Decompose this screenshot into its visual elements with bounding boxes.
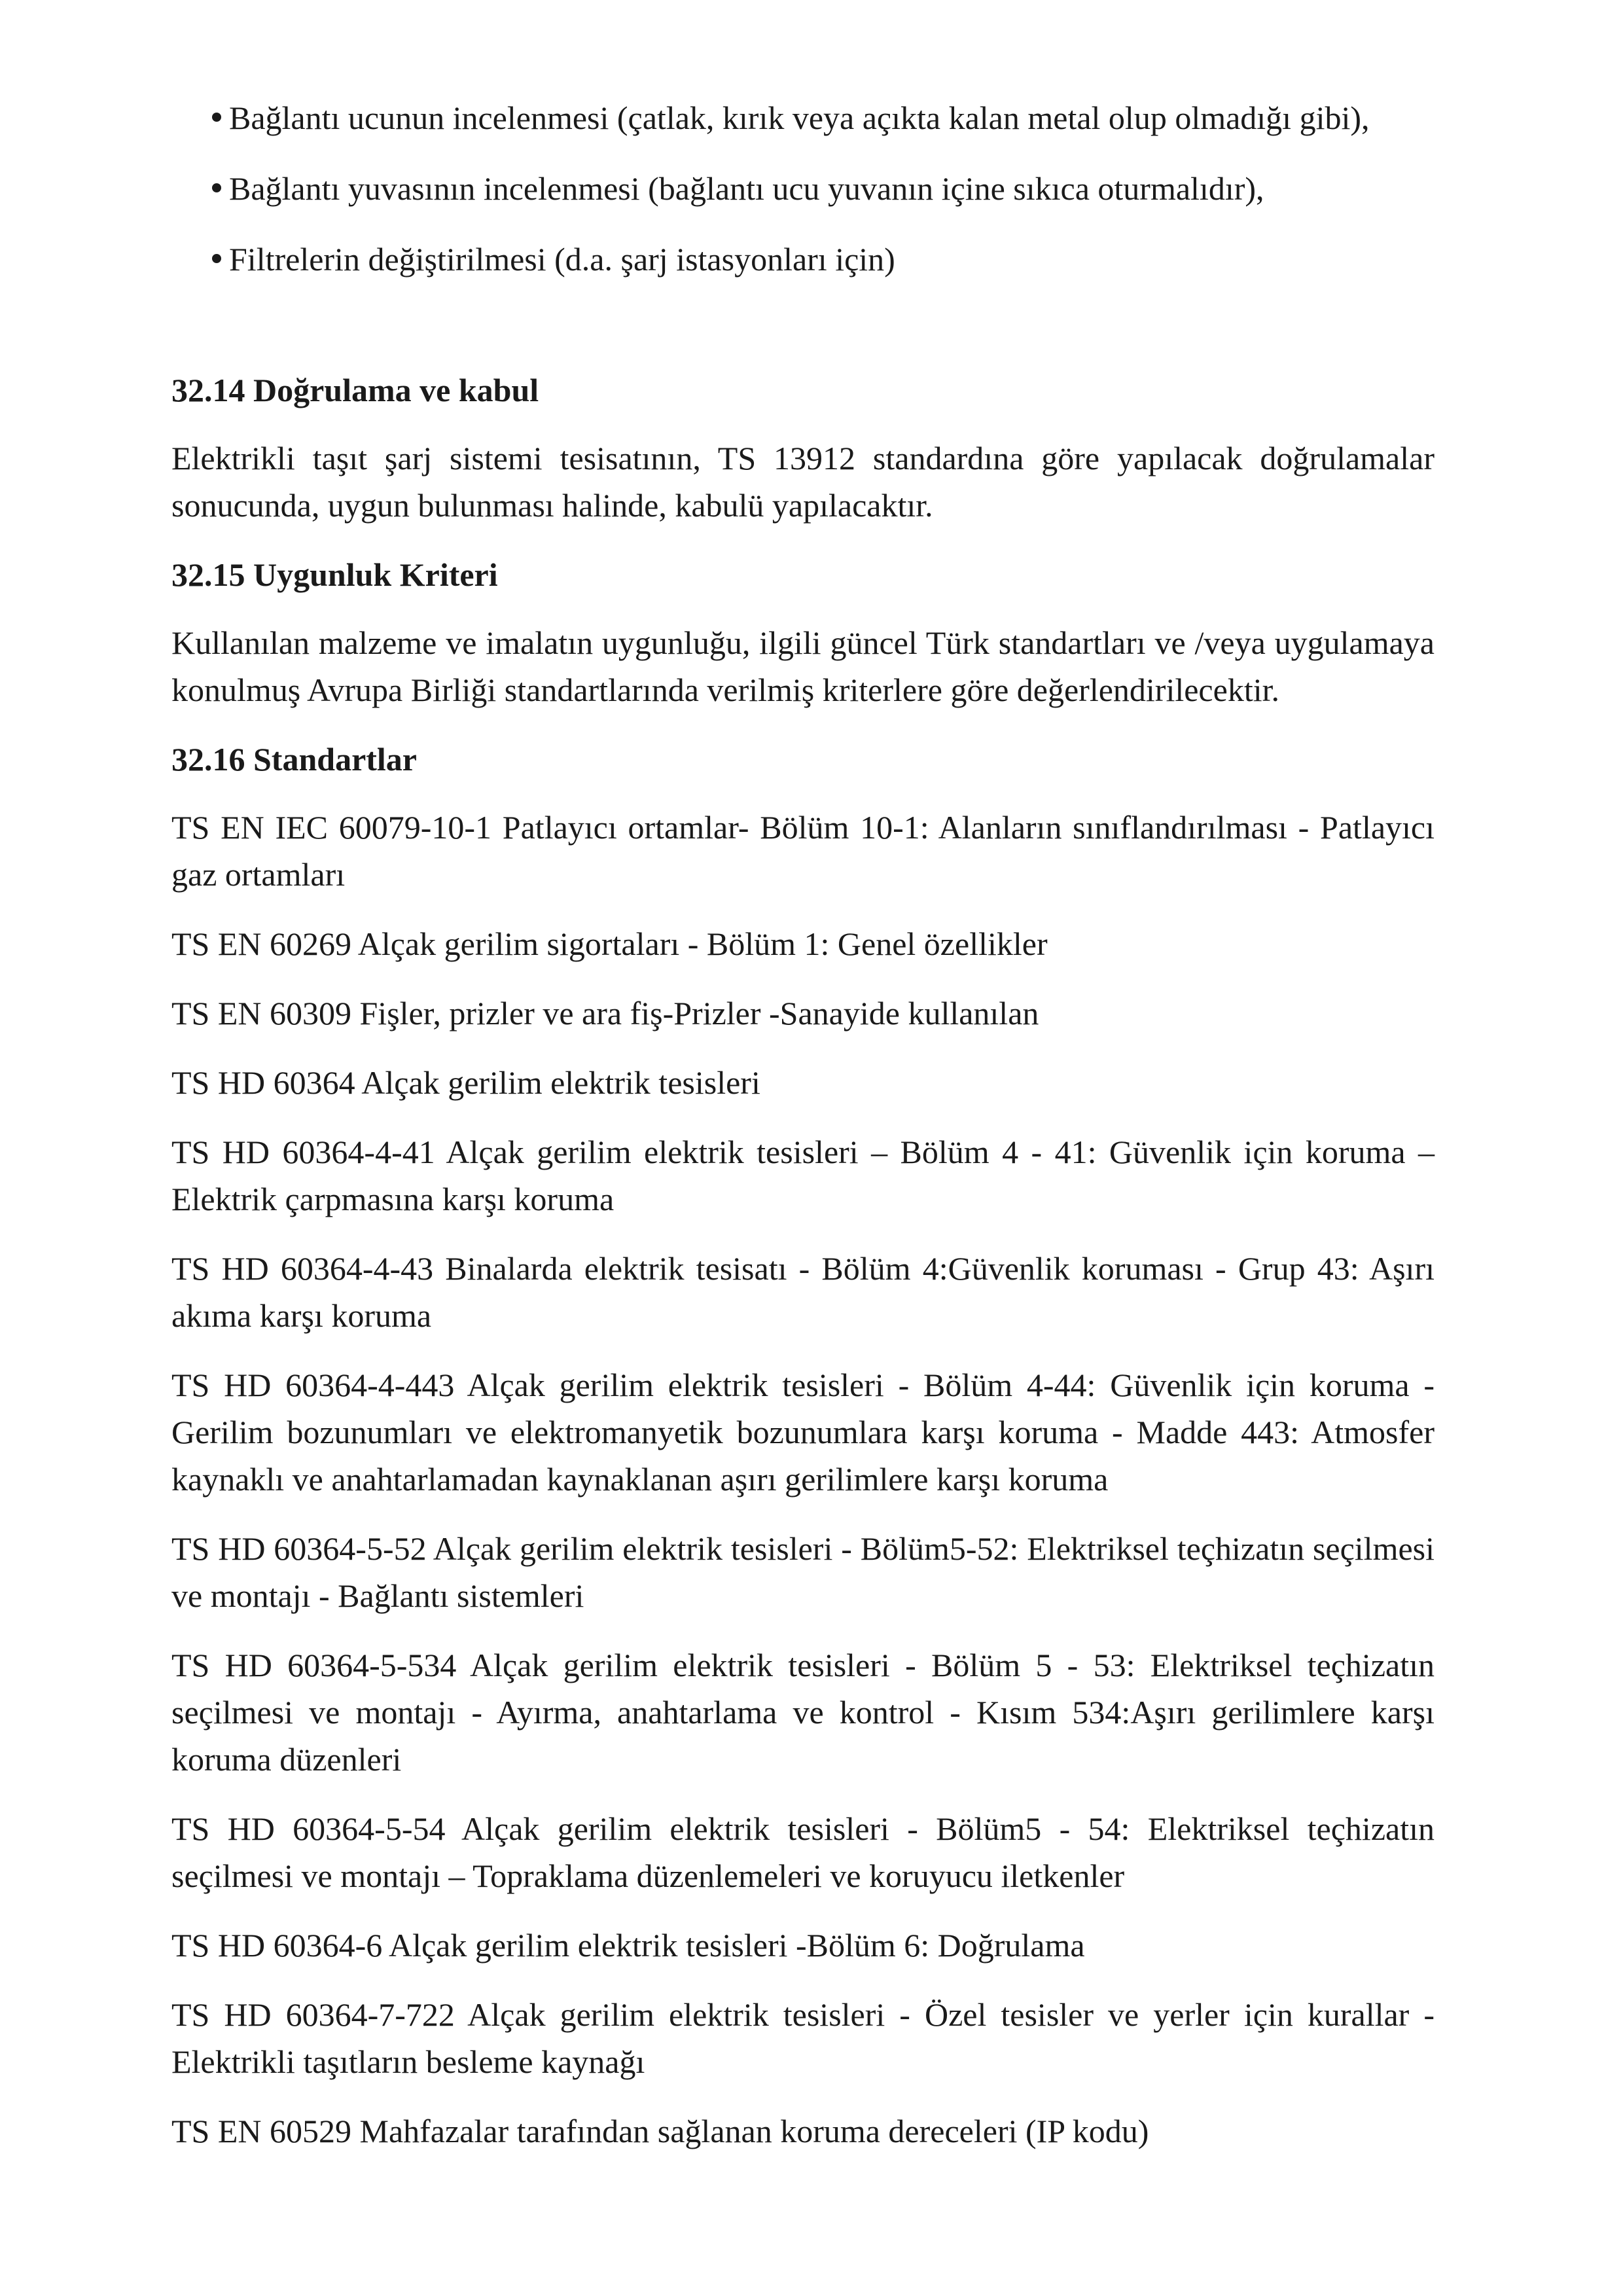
bullet-item bbox=[171, 240, 1435, 279]
standard-item: TS HD 60364-5-52 Alçak gerilim elektrik tesisleri - Bölüm5-52: Elektriksel teçhizatın seçilmesi ve montajı - Bağlantı sistemleri bbox=[171, 1530, 1435, 1614]
section-paragraph: Elektrikli taşıt şarj sistemi tesisatının, TS 13912 standardına göre yapılacak doğrulamalar sonucunda, uygun bulunması halinde, kabulü yapılacaktır. bbox=[171, 440, 1435, 524]
bullet-text: Filtrelerin değiştirilmesi (d.a. şarj istasyonları için) bbox=[229, 241, 895, 278]
standard-item: TS HD 60364-5-534 Alçak gerilim elektrik tesisleri - Bölüm 5 - 53: Elektriksel teçhizatın seçilmesi ve montajı - Ayırma, anahtarlama ve kontrol - Kısım 534:Aşırı gerilimlere karşı koruma düzenleri bbox=[171, 1647, 1435, 1778]
standard-item: TS HD 60364-4-41 Alçak gerilim elektrik tesisleri – Bölüm 4 - 41: Güvenlik için koruma – Elektrik çarpmasına karşı koruma bbox=[171, 1134, 1435, 1217]
section-heading: 32.16 Standartlar bbox=[171, 741, 417, 778]
standard-item: TS EN IEC 60079-10-1 Patlayıcı ortamlar- Bölüm 10-1: Alanların sınıflandırılması - Patlayıcı gaz ortamları bbox=[171, 809, 1435, 893]
standard-item: TS HD 60364-4-443 Alçak gerilim elektrik tesisleri - Bölüm 4-44: Güvenlik için koruma - Gerilim bozunumları ve elektromanyetik bozunumlara karşı koruma - Madde 443: Atmosfer kaynaklı ve anahtarlamadan kaynaklanan aşırı gerilimlere karşı koruma bbox=[171, 1367, 1435, 1498]
section-heading: 32.15 Uygunluk Kriteri bbox=[171, 556, 498, 593]
standard-item: TS HD 60364-6 Alçak gerilim elektrik tesisleri -Bölüm 6: Doğrulama bbox=[171, 1927, 1085, 1964]
bullet-dot-icon bbox=[212, 254, 221, 263]
spacer bbox=[171, 310, 1435, 370]
document-page bbox=[171, 98, 1435, 2177]
bullet-text: Bağlantı ucunun incelenmesi (çatlak, kırık veya açıkta kalan metal olup olmadığı gibi), bbox=[229, 99, 1370, 136]
standard-item: TS EN 60269 Alçak gerilim sigortaları - Bölüm 1: Genel özellikler bbox=[171, 925, 1048, 962]
bullet-dot-icon bbox=[212, 113, 221, 122]
standard-item: TS EN 60529 Mahfazalar tarafından sağlanan koruma dereceleri (IP kodu) bbox=[171, 2113, 1149, 2149]
standard-item: TS EN 60309 Fişler, prizler ve ara fiş-Prizler -Sanayide kullanılan bbox=[171, 995, 1039, 1031]
standard-item: TS HD 60364-5-54 Alçak gerilim elektrik tesisleri - Bölüm5 - 54: Elektriksel teçhizatın seçilmesi ve montajı – Topraklama düzenlemeleri ve koruyucu iletkenler bbox=[171, 1810, 1435, 1894]
bullet-dot-icon bbox=[212, 183, 221, 192]
standard-item: TS HD 60364-7-722 Alçak gerilim elektrik tesisleri - Özel tesisler ve yerler için kurallar - Elektrikli taşıtların besleme kaynağı bbox=[171, 1996, 1435, 2080]
standard-item: TS HD 60364 Alçak gerilim elektrik tesisleri bbox=[171, 1064, 760, 1101]
section-standartlar bbox=[171, 740, 1435, 2155]
bullet-text: Bağlantı yuvasının incelenmesi (bağlantı ucu yuvanın içine sıkıca oturmalıdır), bbox=[229, 170, 1264, 207]
section-paragraph: Kullanılan malzeme ve imalatın uygunluğu, ilgili güncel Türk standartları ve /veya uygulamaya konulmuş Avrupa Birliği standartlarında verilmiş kriterlere göre değerlendirilecektir. bbox=[171, 624, 1435, 708]
bullet-list bbox=[171, 98, 1435, 279]
bullet-item bbox=[171, 98, 1435, 137]
standard-item: TS HD 60364-4-43 Binalarda elektrik tesisatı - Bölüm 4:Güvenlik koruması - Grup 43: Aşırı akıma karşı koruma bbox=[171, 1250, 1435, 1334]
section-dogrulama-kabul bbox=[171, 370, 1435, 529]
section-heading: 32.14 Doğrulama ve kabul bbox=[171, 372, 539, 408]
bullet-item bbox=[171, 169, 1435, 208]
section-uygunluk-kriteri bbox=[171, 555, 1435, 713]
